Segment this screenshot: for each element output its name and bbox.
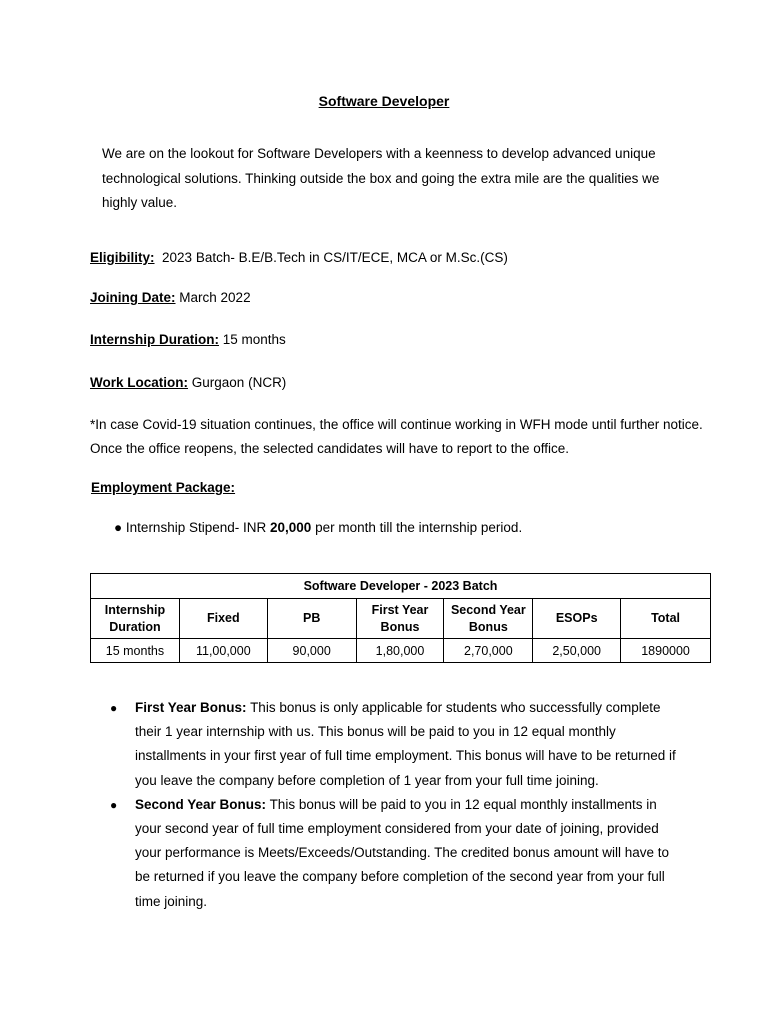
table-cell: 15 months — [91, 639, 180, 663]
column-header: Total — [621, 599, 711, 639]
work-location-field — [90, 375, 710, 390]
stipend-item — [114, 520, 522, 535]
column-header: Internship Duration — [91, 599, 180, 639]
table-cell: 2,50,000 — [533, 639, 621, 663]
internship-duration-field — [90, 332, 710, 347]
joining-date-label: Joining Date: — [90, 290, 176, 305]
bonus-term: First Year Bonus: — [135, 700, 247, 715]
stipend-amount: 20,000 — [270, 520, 312, 535]
bullet-icon: ● — [110, 701, 118, 715]
bonus-term: Second Year Bonus: — [135, 796, 267, 812]
table-cell: 11,00,000 — [179, 639, 267, 663]
covid-note: *In case Covid-19 situation continues, the office will continue working in WFH mode until further notice. Once the office reopens, the selected candidates will have to report to the office. — [90, 417, 703, 456]
table-cell: 2,70,000 — [444, 639, 533, 663]
stipend-prefix: Internship Stipend- INR — [125, 520, 267, 535]
intro-paragraph: We are on the lookout for Software Developers with a keenness to develop advanced unique technological solutions. Thinking outside the box and going the extra mile are the qualities we highly value. — [102, 146, 660, 210]
internship-duration-label: Internship Duration: — [90, 332, 219, 347]
table-cell: 1,80,000 — [356, 639, 444, 663]
column-header: Fixed — [179, 599, 267, 639]
bonus-description: This bonus will be paid to you in 12 equal monthly installments in your second year of full time employment considered from your date of joining, provided your performance is Meets/Exceeds/Outstanding. The credited bonus amount will have to be returned if you leave the company before completion of the second year from your full time joining. — [135, 796, 670, 909]
eligibility-label: Eligibility: — [90, 250, 155, 265]
eligibility-field — [90, 250, 710, 265]
page-title: Software Developer — [318, 93, 450, 109]
column-header: PB — [267, 599, 356, 639]
table-row — [91, 639, 711, 663]
column-header: Second Year Bonus — [444, 599, 533, 639]
work-location-label: Work Location: — [90, 375, 189, 390]
table-cell: 90,000 — [267, 639, 356, 663]
employment-package-heading: Employment Package: — [91, 480, 236, 495]
joining-date-field — [90, 290, 710, 305]
list-item — [110, 793, 680, 914]
bullet-icon: ● — [110, 797, 118, 812]
joining-date-value: March 2022 — [179, 290, 251, 305]
bullet-icon: ● — [114, 520, 123, 535]
table-cell: 1890000 — [621, 639, 711, 663]
list-item — [110, 696, 680, 793]
column-header: First Year Bonus — [356, 599, 444, 639]
internship-duration-value: 15 months — [222, 332, 286, 347]
table-caption: Software Developer - 2023 Batch — [91, 574, 711, 599]
bonus-list — [110, 696, 680, 914]
eligibility-value: 2023 Batch- B.E/B.Tech in CS/IT/ECE, MCA or M.Sc.(CS) — [162, 250, 508, 265]
stipend-suffix: per month till the internship period. — [315, 520, 523, 535]
bonus-description: This bonus is only applicable for students who successfully complete their 1 year internship with us. This bonus will be paid to you in 12 equal monthly installments in your first year of full time employment. This bonus will have to be returned if you leave the company before completion of 1 year from your full time joining. — [135, 700, 676, 788]
work-location-value: Gurgaon (NCR) — [191, 375, 287, 390]
package-table — [90, 573, 711, 663]
column-header: ESOPs — [533, 599, 621, 639]
